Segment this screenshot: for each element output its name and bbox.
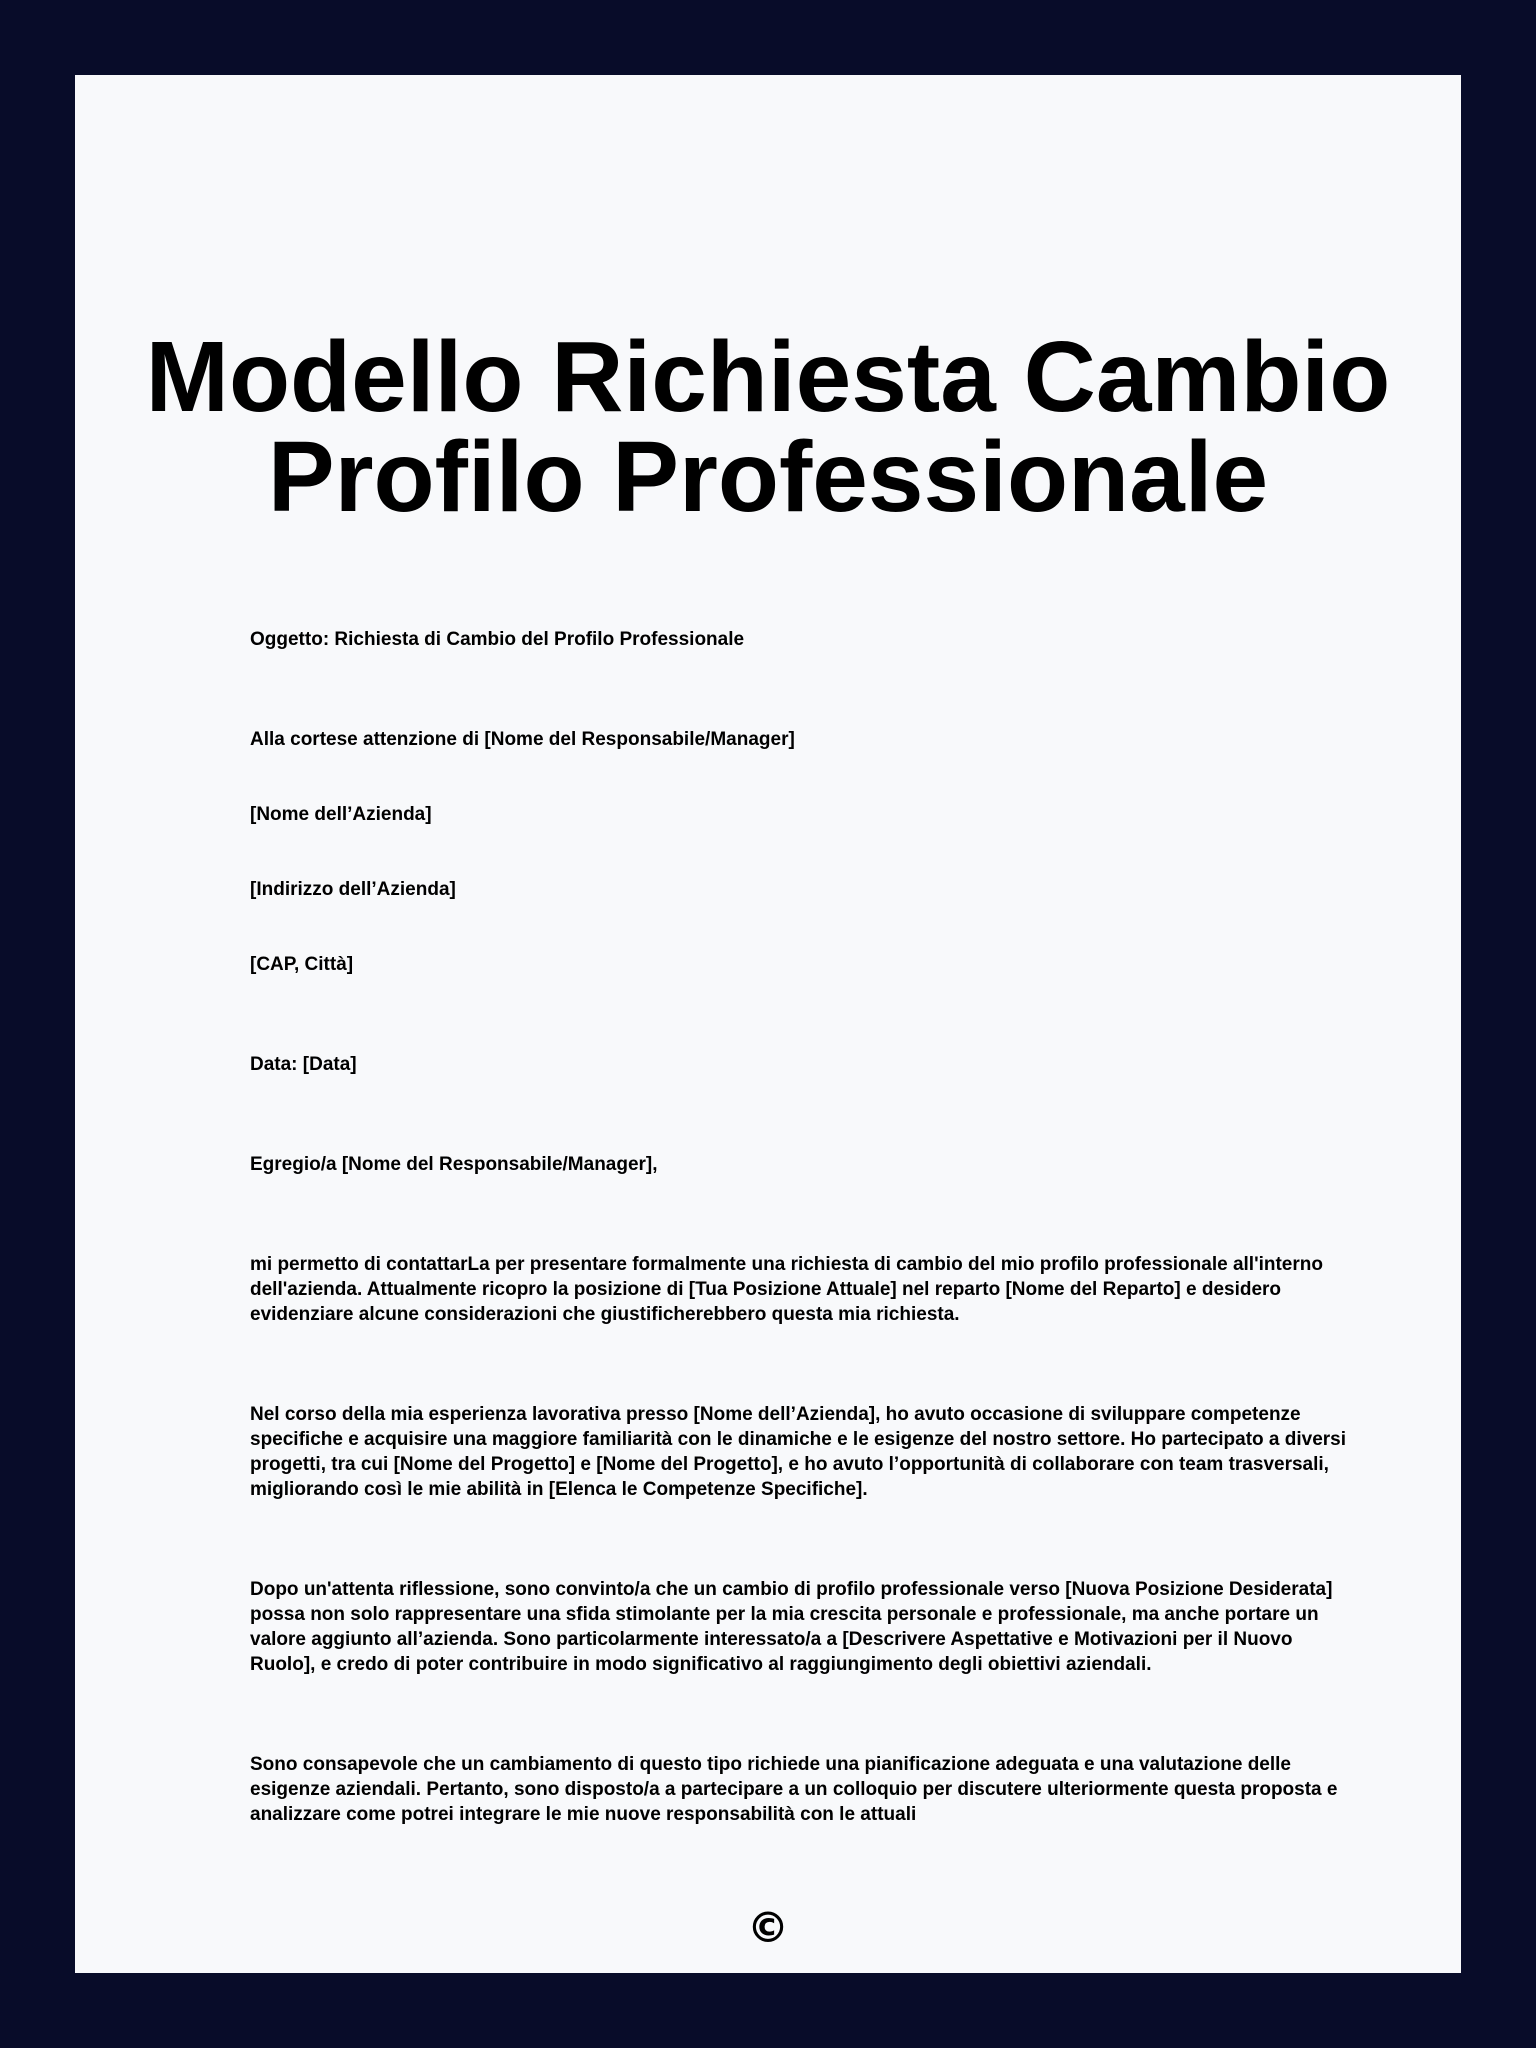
copyright-icon: © — [747, 1903, 789, 1952]
recipient-city: [CAP, Città] — [250, 954, 354, 975]
recipient-attention: Alla cortese attenzione di [Nome del Responsabile/Manager] — [250, 729, 795, 750]
document-title: Modello Richiesta Cambio Profilo Professionale — [145, 321, 1391, 533]
subject-line: Oggetto: Richiesta di Cambio del Profilo Professionale — [250, 629, 745, 650]
letter-body — [250, 550, 1360, 1900]
letter-date: Data: [Data] — [250, 1054, 357, 1075]
recipient-company: [Nome dell’Azienda] — [250, 804, 432, 825]
paragraph-experience: Nel corso della mia esperienza lavorativa presso [Nome dell’Azienda], ho avuto occasione di sviluppare competenze specifiche e acquisire una maggiore familiarità con le dinamiche e le esigenze del nostro settore. Ho partecipato a diversi progetti, tra cui [Nome del Progetto] e [Nome del Progetto], e ho avuto l’opportunità di collaborare con team trasversali, migliorando così le mie abilità in [Elenca le Competenze Specifiche]. — [250, 1404, 1347, 1500]
paragraph-intro: mi permetto di contattarLa per presentare formalmente una richiesta di cambio del mio profilo professionale all'interno dell'azienda. Attualmente ricopro la posizione di [Tua Posizione Attuale] nel reparto [Nome del Reparto] e desidero evidenziare alcune considerazioni che giustificherebbero questa mia richiesta. — [250, 1254, 1323, 1325]
salutation: Egregio/a [Nome del Responsabile/Manager], — [250, 1154, 658, 1175]
paragraph-motivation: Dopo un'attenta riflessione, sono convinto/a che un cambio di profilo professionale verso [Nuova Posizione Desiderata] possa non solo rappresentare una sfida stimolante per la mia crescita personale e professionale, ma anche portare un valore aggiunto all’azienda. Sono particolarmente interessato/a a [Descrivere Aspettative e Motivazioni per il Nuovo Ruolo], e credo di poter contribuire in modo significativo al raggiungimento degli obiettivi aziendali. — [250, 1579, 1333, 1675]
recipient-address: [Indirizzo dell’Azienda] — [250, 879, 456, 900]
paragraph-availability: Sono consapevole che un cambiamento di questo tipo richiede una pianificazione adeguata e una valutazione delle esigenze aziendali. Pertanto, sono disposto/a a partecipare a un colloquio per discutere ulteriormente questa proposta e analizzare come potrei integrare le mie nuove responsabilità con le attuali — [250, 1754, 1338, 1825]
document-page — [75, 75, 1461, 1973]
